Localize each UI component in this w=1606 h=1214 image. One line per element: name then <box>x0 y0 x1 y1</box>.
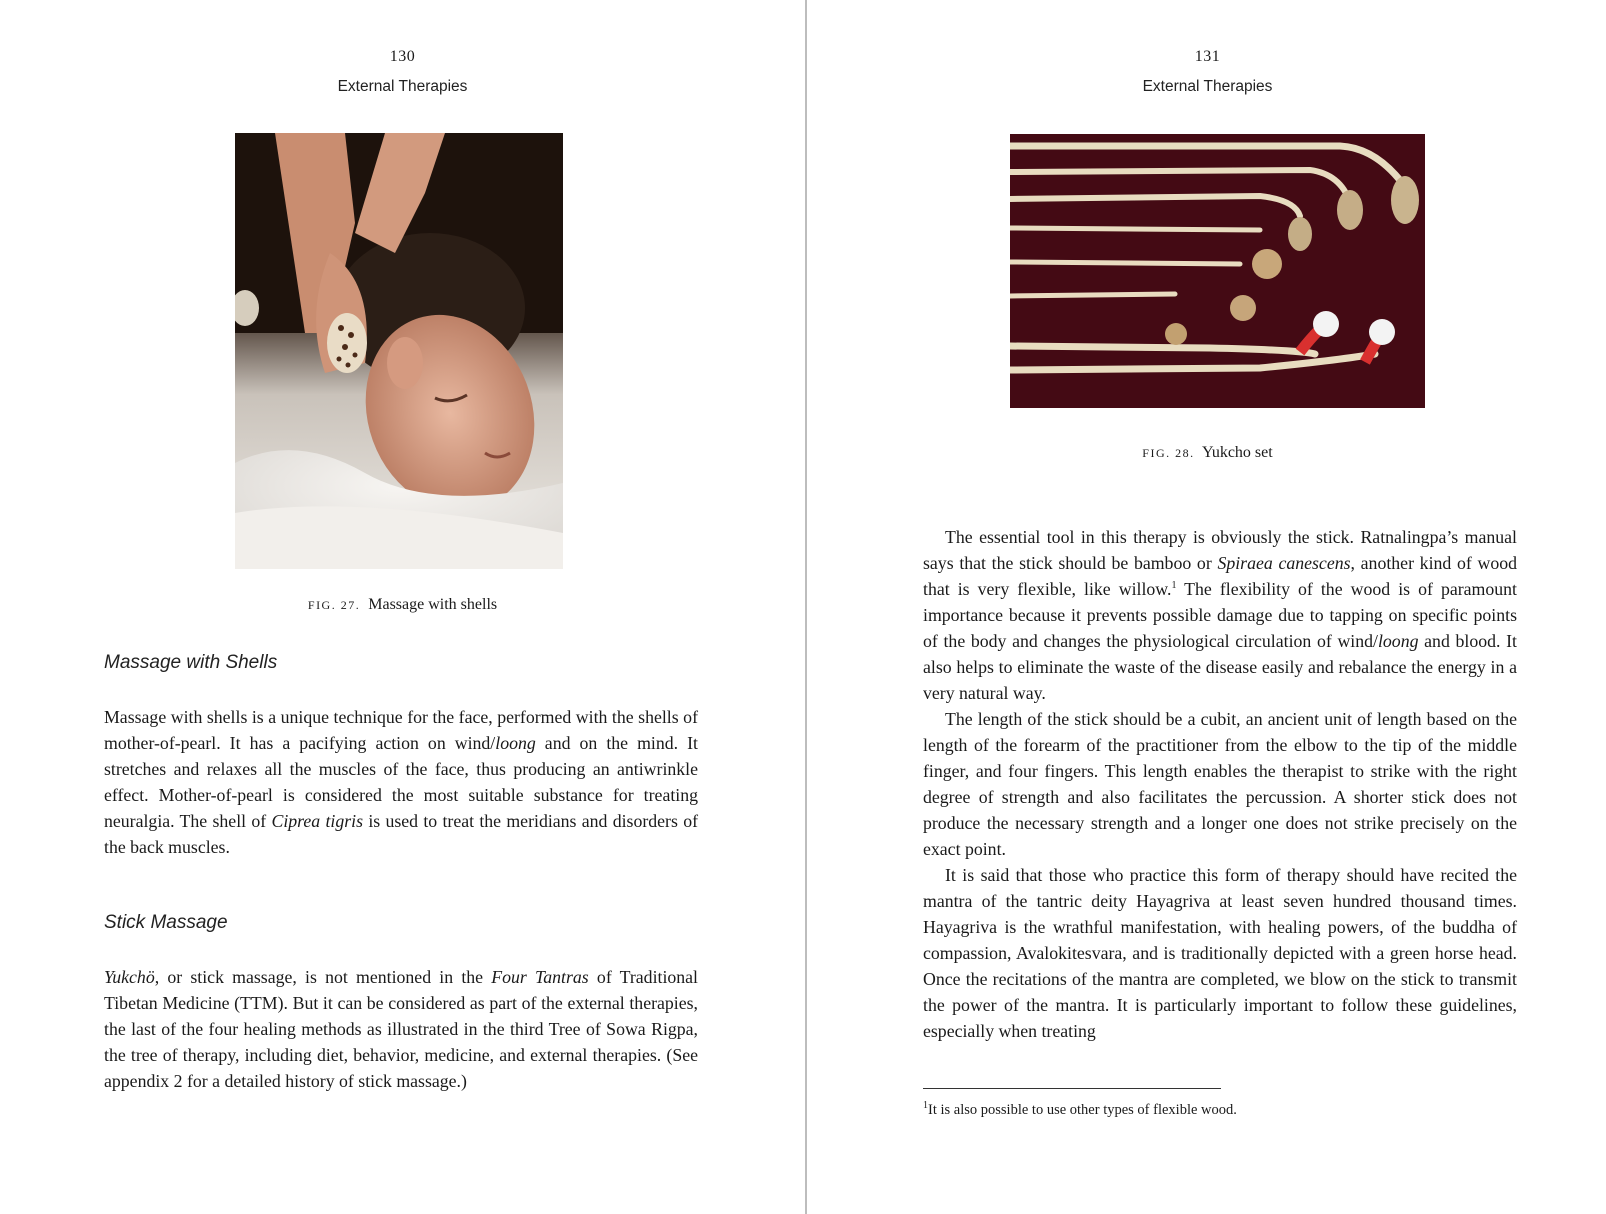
paragraph <box>923 524 1517 706</box>
figure-label: FIG. 28. <box>1142 446 1195 460</box>
text-run-italic: Spiraea canescens <box>1217 553 1351 573</box>
text-run-italic: Ciprea tigris <box>271 811 364 831</box>
text-run: and blood. It also helps to eliminate the waste of the disease easily and rebalance the energy in a very natural way. <box>923 631 1517 703</box>
paragraph: The length of the stick should be a cubit, an ancient unit of length based on the length of the forearm of the practitioner from the elbow to the tip of the middle finger, and four fingers. This length enables the therapist to strike with the right degree of strength and also facilitates the percussion. A shorter stick does not produce the necessary strength and a longer one does not strike precisely on the exact point. <box>923 709 1517 859</box>
text-run-italic: Four Tantras <box>491 967 589 987</box>
figure-caption <box>0 596 805 614</box>
paragraph: It is said that those who practice this form of therapy should have recited the mantra of the tantric deity Hayagriva at least seven hundred thousand times. Hayagriva is the wrathful manifestation, with healing powers, of the buddha of compassion, Avalokitesvara, and is traditionally depicted with a green horse head. Once the recitations of the mantra are completed, we blow on the stick to transmit the power of the mantra. It is particularly important to follow these guidelines, especially when treating <box>923 865 1517 1041</box>
text-run: The flexibility of the wood is of paramount importance because it prevents possible damage due to tapping on specific points of the body and changes the physiological circulation of wind/ <box>923 579 1517 651</box>
running-title: External Therapies <box>337 78 468 95</box>
section-heading: Massage with Shells <box>104 652 278 673</box>
figure-caption-text: Massage with shells <box>368 596 498 613</box>
text-run: , another kind of wood that is very flexible, like willow. <box>923 553 1517 599</box>
footnote-mark: 1 <box>923 1100 928 1112</box>
text-run: Massage with shells is a unique technique for the face, performed with the shells of mother-of-pearl. It has a pacifying action on wind/ <box>104 707 698 753</box>
section-body <box>104 964 698 1094</box>
right-page <box>809 0 1606 1214</box>
text-run-italic: Yukchö <box>104 967 155 987</box>
footnote-divider <box>923 1088 1221 1089</box>
section-heading: Stick Massage <box>104 912 228 933</box>
page-gutter <box>805 0 807 1214</box>
text-run: and on the mind. It stretches and relaxes all the muscles of the face, thus producing an antiwrinkle effect. Mother-of-pearl is considered the most suitable substance for treating neuralgia. The shell of <box>104 733 698 831</box>
figure-label: FIG. 27. <box>307 598 361 612</box>
page-number: 131 <box>1194 48 1221 65</box>
footnote-text: It is also possible to use other types of flexible wood. <box>928 1102 1237 1118</box>
text-run: is used to treat the meridians and disorders of the back muscles. <box>104 811 699 857</box>
text-run: of Traditional Tibetan Medicine (TTM). But it can be considered as part of the external therapies, the last of the four healing methods as illustrated in the third Tree of Sowa Rigpa, the tree of therapy, including diet, behavior, medicine, and external therapies. (See appendix 2 for a detailed history of stick massage.) <box>104 967 699 1091</box>
photo-illustration <box>235 133 563 569</box>
section-body <box>104 704 698 860</box>
page-number: 130 <box>389 48 416 65</box>
figure-caption <box>809 444 1606 462</box>
text-run-italic: loong <box>495 733 536 753</box>
text-run: The essential tool in this therapy is obviously the stick. Ratnalingpa’s manual says that the stick should be bamboo or <box>923 527 1517 573</box>
footnote <box>923 1102 1517 1119</box>
figure-caption-text: Yukcho set <box>1202 444 1273 461</box>
text-run: , or stick massage, is not mentioned in the <box>154 967 492 987</box>
photo-illustration <box>1010 134 1425 408</box>
yukcho-set-photo <box>1010 134 1425 408</box>
massage-with-shells-photo <box>235 133 563 569</box>
footnote-reference[interactable]: 1 <box>1171 580 1177 592</box>
text-run-italic: loong <box>1377 631 1419 651</box>
running-title: External Therapies <box>1142 78 1273 95</box>
main-text <box>923 524 1517 1044</box>
